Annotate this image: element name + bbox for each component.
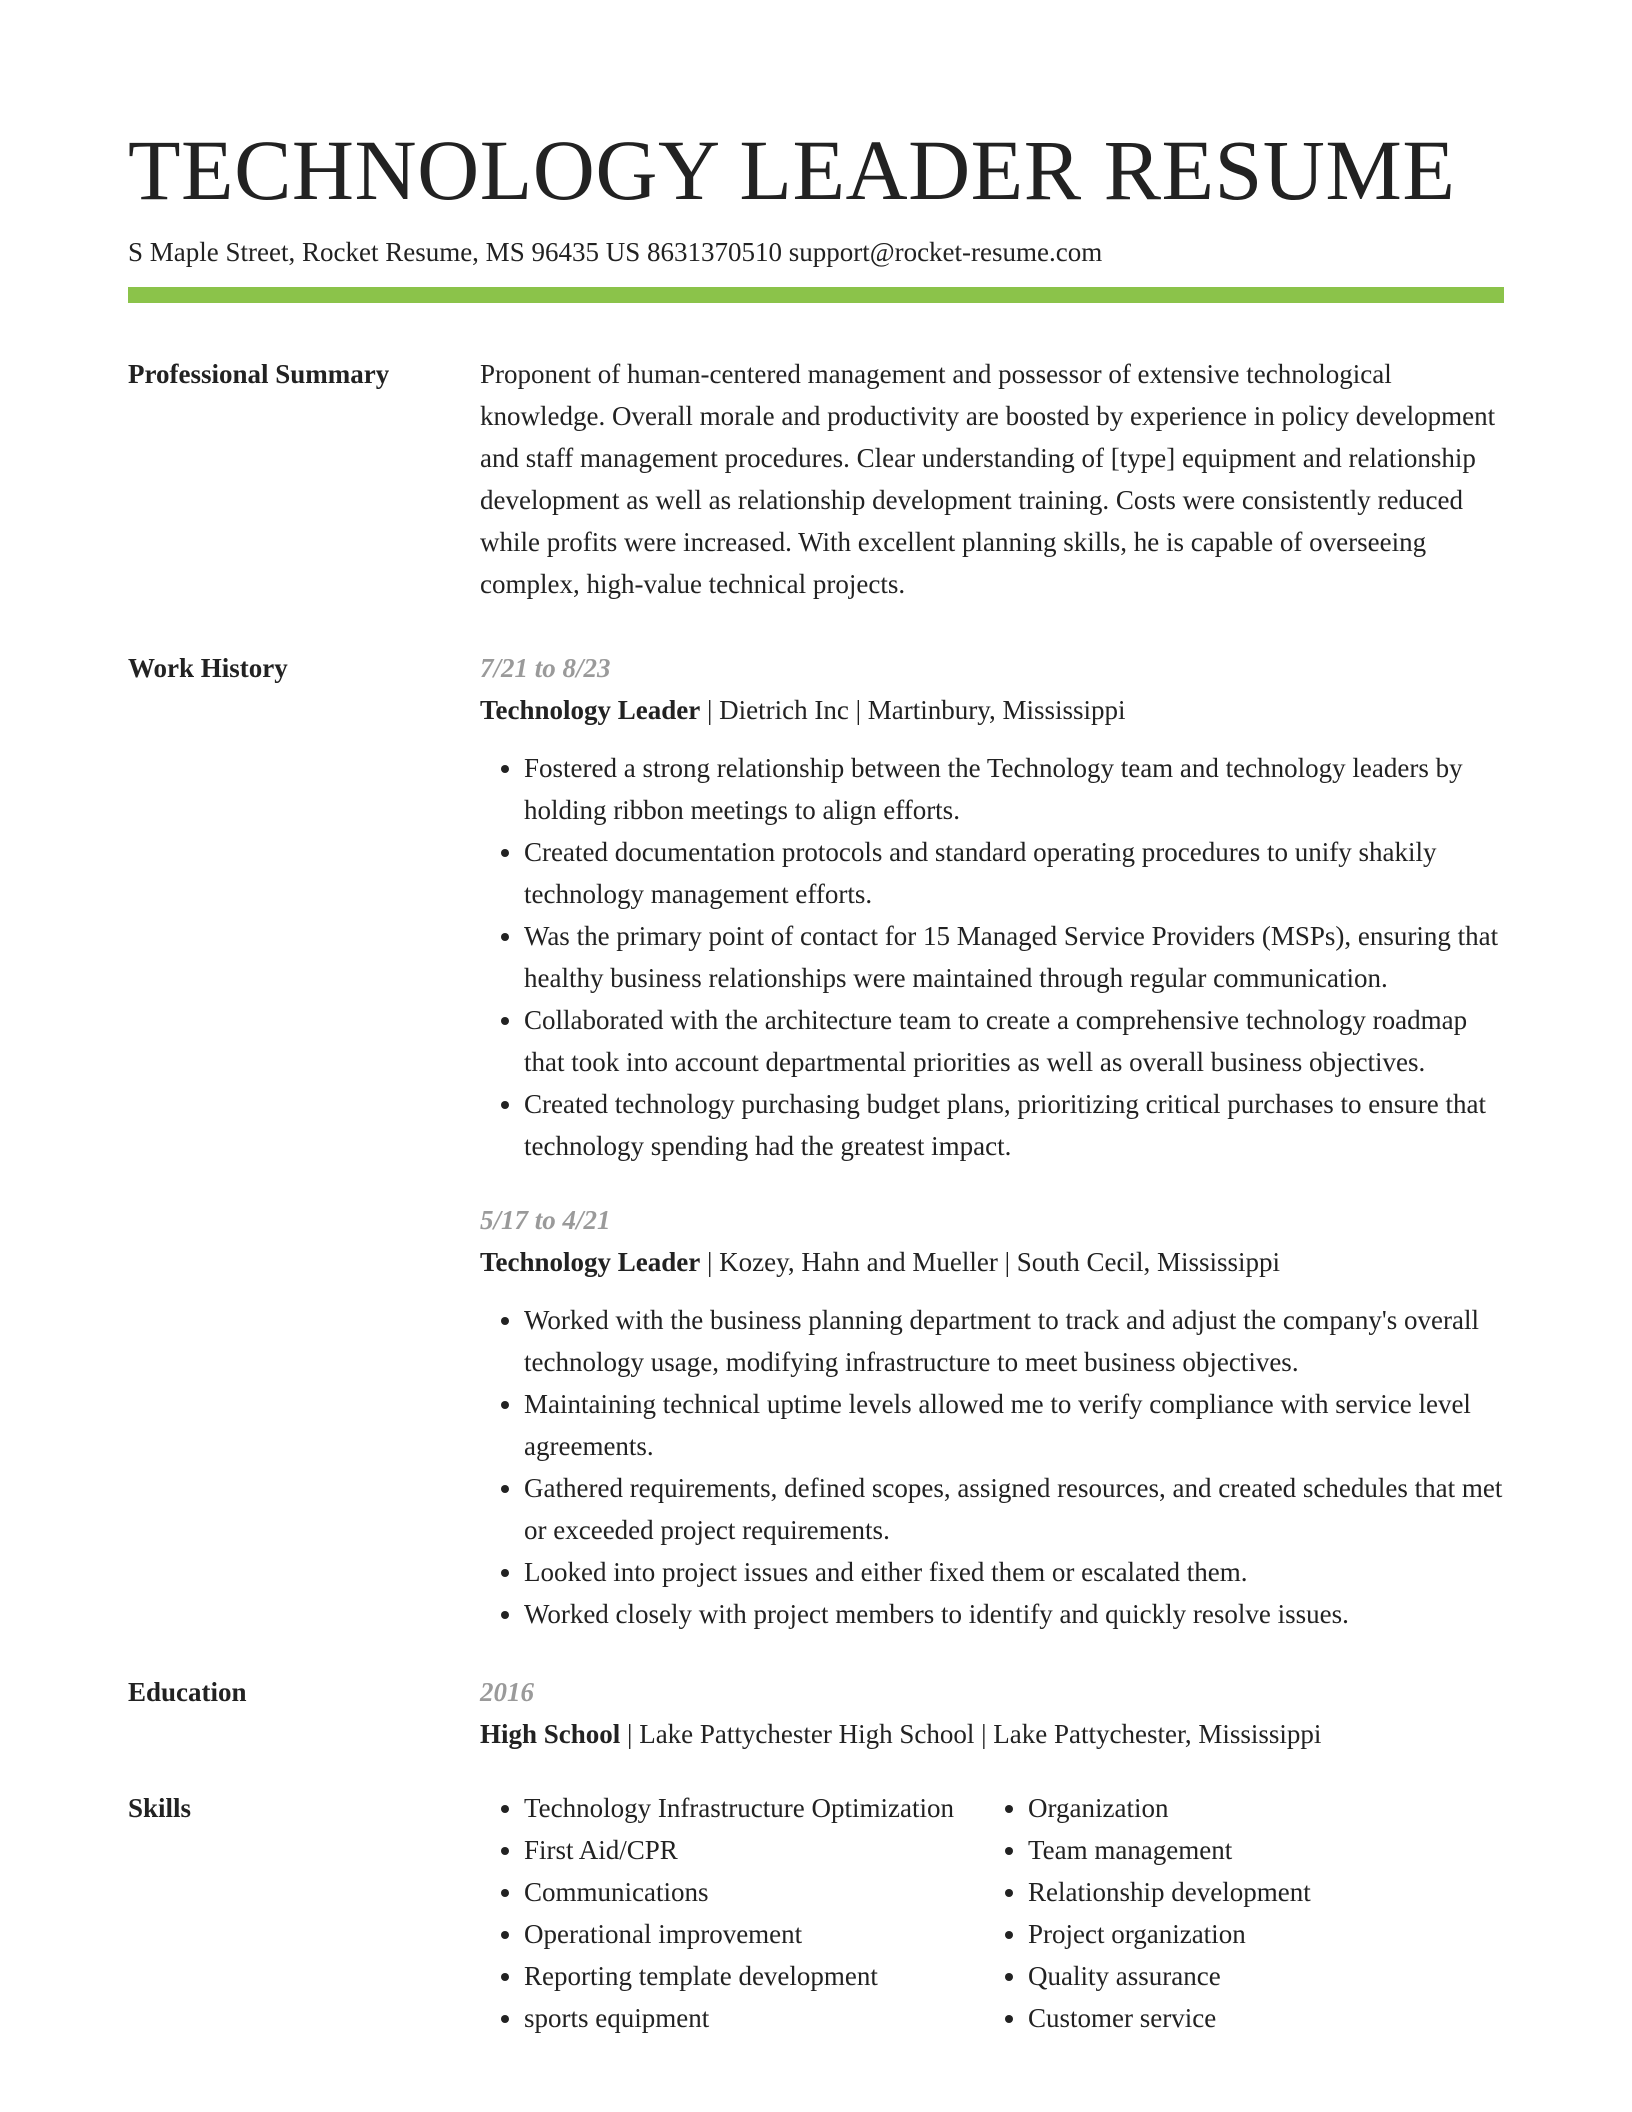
summary-text: Proponent of human-centered management and possessor of extensive technological knowledge. Overall morale and productivity are boosted by experience in policy development and staff management procedures. Clear understanding of [type] equipment and relationship development as well as relationship development training. Costs were consistently reduced while profits were increased. With excellent planning skills, he is capable of overseeing complex, high-value technical projects.	[480, 359, 1496, 599]
skills-list-left	[480, 1787, 984, 2039]
skill-item: • Organization	[1028, 1787, 1488, 1829]
skills-body	[480, 1787, 1504, 2039]
job-bullet: • Looked into project issues and either fixed them or escalated them.	[524, 1551, 1504, 1593]
job-title: Technology Leader	[480, 695, 701, 725]
job-bullet: • Maintaining technical uptime levels allowed me to verify compliance with service level agreements.	[524, 1383, 1504, 1467]
job-bullet: • Created documentation protocols and standard operating procedures to unify shakily technology management efforts.	[524, 831, 1504, 915]
job-bullet: • Fostered a strong relationship between the Technology team and technology leaders by holding ribbon meetings to align efforts.	[524, 747, 1504, 831]
skill-item: • Project organization	[1028, 1913, 1488, 1955]
skill-item: • First Aid/CPR	[524, 1829, 984, 1871]
contact-line: S Maple Street, Rocket Resume, MS 96435 US 8631370510 support@rocket-resume.com	[128, 237, 1103, 267]
section-label-summary: Professional Summary	[128, 359, 390, 389]
job-bullet: • Worked with the business planning department to track and adjust the company's overall technology usage, modifying infrastructure to meet business objectives.	[524, 1299, 1504, 1383]
education-section	[128, 1671, 1504, 1755]
skill-item: • Quality assurance	[1028, 1955, 1488, 1997]
job-heading	[480, 1241, 1504, 1283]
section-label-work-history: Work History	[128, 653, 288, 683]
job-bullet: • Gathered requirements, defined scopes, assigned resources, and created schedules that met or exceeded project requirements.	[524, 1467, 1504, 1551]
summary-body	[480, 353, 1504, 605]
job-bullet: • Was the primary point of contact for 15 Managed Service Providers (MSPs), ensuring that healthy business relationships were maintained through regular communication.	[524, 915, 1504, 999]
education-details: | Lake Pattychester High School | Lake Pattychester, Mississippi	[620, 1719, 1322, 1749]
education-date: 2016	[480, 1677, 534, 1707]
skill-item: • Customer service	[1028, 1997, 1488, 2039]
skill-item: • Operational improvement	[524, 1913, 984, 1955]
skill-item: • Communications	[524, 1871, 984, 1913]
job-bullets	[480, 747, 1504, 1167]
education-degree: High School	[480, 1719, 621, 1749]
resume-title: TECHNOLOGY LEADER RESUME	[128, 122, 1456, 218]
skills-section	[128, 1787, 1504, 2039]
education-heading	[480, 1713, 1504, 1755]
work-history-section	[128, 647, 1504, 1635]
section-label-education: Education	[128, 1677, 247, 1707]
job-title: Technology Leader	[480, 1247, 701, 1277]
summary-section	[128, 353, 1504, 605]
job-bullet: • Created technology purchasing budget plans, prioritizing critical purchases to ensure that technology spending had the greatest impact.	[524, 1083, 1504, 1167]
skill-item: • Technology Infrastructure Optimization	[524, 1787, 984, 1829]
accent-divider	[128, 287, 1504, 303]
job-heading	[480, 689, 1504, 731]
skills-list-right	[984, 1787, 1488, 2039]
skill-item: • Relationship development	[1028, 1871, 1488, 1913]
resume-page	[128, 0, 1504, 2039]
job-bullet: • Worked closely with project members to identify and quickly resolve issues.	[524, 1593, 1504, 1635]
job-entry	[480, 1199, 1504, 1635]
education-body	[480, 1671, 1504, 1755]
job-entry	[480, 647, 1504, 1167]
skill-item: • sports equipment	[524, 1997, 984, 2039]
section-label-skills: Skills	[128, 1793, 192, 1823]
job-dates: 7/21 to 8/23	[480, 653, 611, 683]
job-details: | Kozey, Hahn and Mueller | South Cecil, Mississippi	[700, 1247, 1281, 1277]
skill-item: • Reporting template development	[524, 1955, 984, 1997]
skill-item: • Team management	[1028, 1829, 1488, 1871]
job-bullets	[480, 1299, 1504, 1635]
job-dates: 5/17 to 4/21	[480, 1205, 611, 1235]
job-bullet: • Collaborated with the architecture team to create a comprehensive technology roadmap that took into account departmental priorities as well as overall business objectives.	[524, 999, 1504, 1083]
job-details: | Dietrich Inc | Martinbury, Mississippi	[700, 695, 1126, 725]
work-history-body	[480, 647, 1504, 1635]
